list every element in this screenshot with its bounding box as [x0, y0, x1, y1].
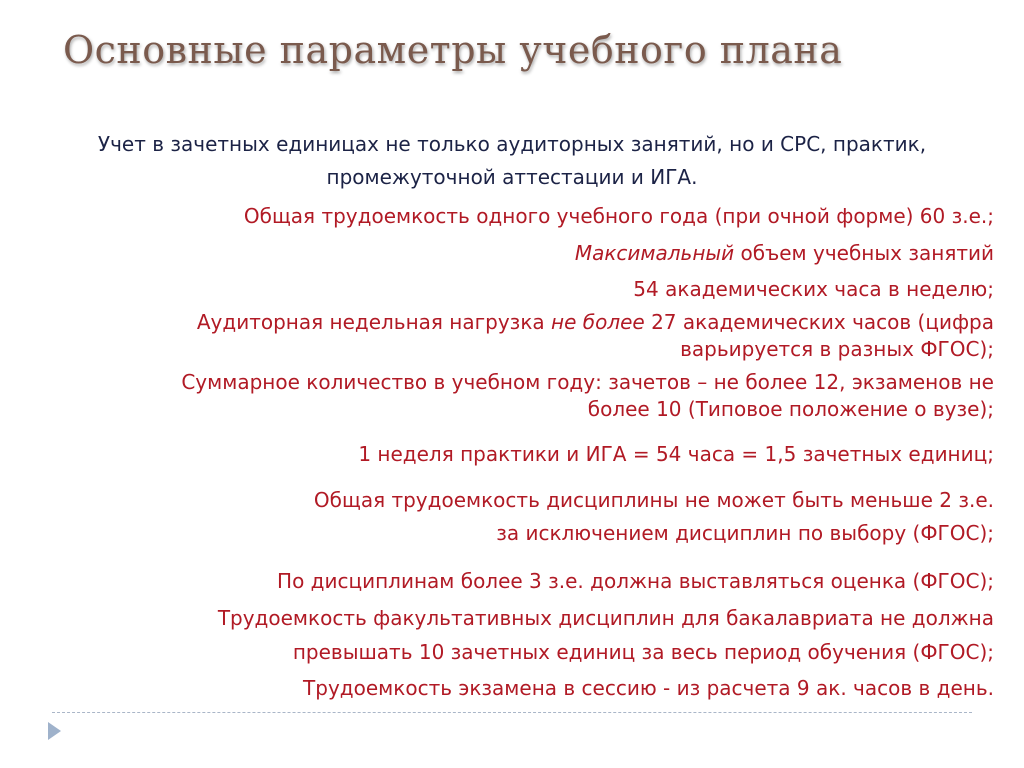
intro-text: [30, 128, 994, 194]
list-item-max-volume: Максимальный объем учебных занятий: [574, 241, 994, 265]
list-item-optional-disciplines: Трудоемкость факультативных дисциплин для бакалавриата не должна превышать 10 зачетных единиц за весь период обучения (ФГОС);: [217, 606, 994, 664]
footer-divider: [52, 712, 972, 713]
parameters-list: [40, 203, 994, 702]
emphasis-text: не более: [551, 310, 645, 334]
list-item-discipline-workload: Общая трудоемкость дисциплины не может быть меньше 2 з.е. за исключением дисциплин по выбору (ФГОС);: [313, 488, 994, 545]
page-title: Основные параметры учебного плана: [63, 28, 843, 72]
list-item-grading: По дисциплинам более 3 з.е. должна выставляться оценка (ФГОС);: [277, 569, 994, 593]
list-item-exams-count: Суммарное количество в учебном году: зачетов – не более 12, экзаменов не более 10 (Типовое положение о вузе);: [181, 370, 994, 421]
list-item-practice-week: 1 неделя практики и ИГА = 54 часа = 1,5 зачетных единиц;: [358, 442, 994, 466]
intro-line-1: Учет в зачетных единицах не только аудиторных занятий, но и СРС, практик,: [97, 132, 927, 156]
triangle-right-icon: [48, 722, 61, 740]
list-item-exam-workload: Трудоемкость экзамена в сессию - из расчета 9 ак. часов в день.: [303, 676, 994, 700]
list-item-hours-per-week: 54 академических часа в неделю;: [633, 277, 994, 301]
list-item-annual-workload: Общая трудоемкость одного учебного года (при очной форме) 60 з.е.;: [243, 204, 994, 228]
intro-line-2: промежуточной аттестации и ИГА.: [326, 165, 698, 189]
emphasis-text: Максимальный: [574, 241, 735, 265]
list-item-classroom-load: Аудиторная недельная нагрузка не более 27 академических часов (цифра варьируется в разных ФГОС);: [196, 310, 994, 361]
